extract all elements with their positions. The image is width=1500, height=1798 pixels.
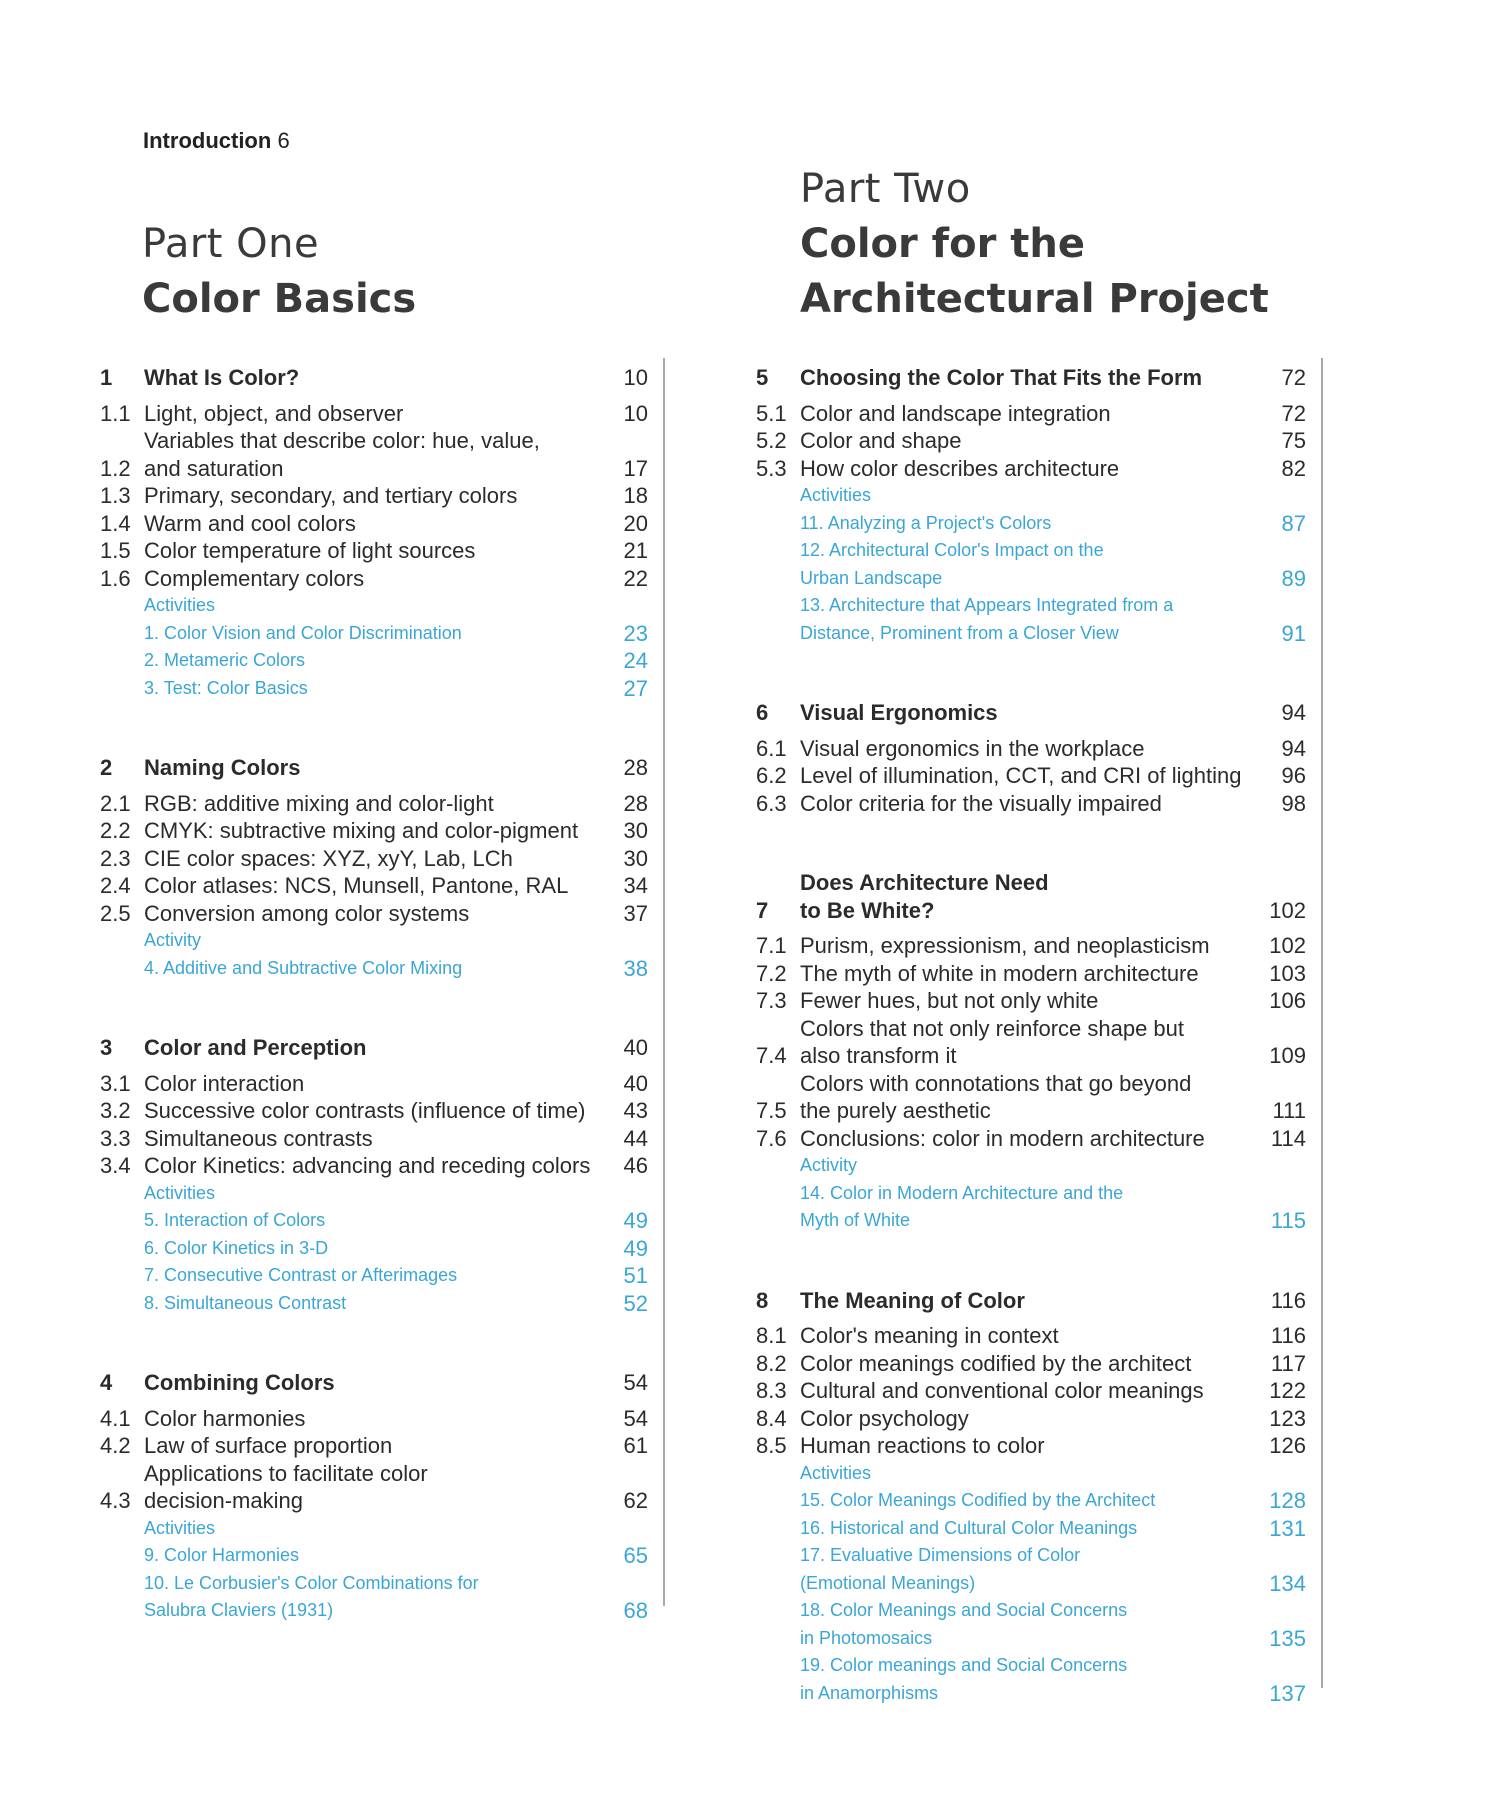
activity-entry[interactable] bbox=[100, 675, 648, 703]
activity-entry[interactable] bbox=[100, 1570, 648, 1625]
activity-page: 128 bbox=[1269, 1488, 1306, 1513]
activities-list bbox=[100, 1515, 648, 1625]
activity-entry[interactable] bbox=[756, 510, 1306, 538]
chapter-spacer bbox=[100, 1317, 648, 1369]
activity-page: 52 bbox=[623, 1290, 648, 1316]
chapter-page: 72 bbox=[1281, 365, 1306, 390]
section-entry[interactable] bbox=[100, 872, 648, 900]
section-title: Conclusions: color in modern architecture bbox=[800, 1125, 1205, 1151]
section-number: 6.1 bbox=[756, 735, 787, 761]
chapter-page: 102 bbox=[1269, 897, 1306, 923]
activity-title: 5. Interaction of Colors bbox=[144, 1210, 326, 1230]
section-page: 94 bbox=[1281, 735, 1306, 761]
section-title: Successive color contrasts (influence of time) bbox=[144, 1098, 586, 1123]
section-page: 37 bbox=[623, 900, 648, 926]
activity-entry[interactable] bbox=[100, 1542, 648, 1570]
activity-page: 27 bbox=[623, 675, 648, 701]
section-entry[interactable] bbox=[100, 565, 648, 593]
chapter-page: 54 bbox=[623, 1370, 648, 1395]
section-page: 30 bbox=[623, 818, 648, 843]
section-title: Level of illumination, CCT, and CRI of lighting bbox=[800, 763, 1242, 788]
chapter-number: 6 bbox=[756, 700, 769, 725]
section-title: Warm and cool colors bbox=[144, 510, 356, 536]
activity-page: 68 bbox=[623, 1598, 648, 1623]
section-page: 116 bbox=[1270, 1323, 1306, 1348]
activity-page: 23 bbox=[623, 620, 648, 646]
section-entry[interactable] bbox=[756, 735, 1306, 763]
section-title: Color atlases: NCS, Munsell, Pantone, RAL bbox=[144, 873, 569, 898]
section-number: 8.2 bbox=[756, 1350, 787, 1376]
chapter-block bbox=[756, 1287, 1306, 1708]
activity-entry[interactable] bbox=[100, 1207, 648, 1235]
chapter-title: What Is Color? bbox=[144, 365, 300, 390]
chapter-heading[interactable] bbox=[100, 1369, 648, 1397]
section-entry[interactable] bbox=[100, 845, 648, 873]
section-title: How color describes architecture bbox=[800, 455, 1120, 481]
activity-title: 16. Historical and Cultural Color Meanings bbox=[800, 1517, 1138, 1538]
section-page: 111 bbox=[1272, 1098, 1306, 1123]
section-number: 5.1 bbox=[756, 400, 787, 426]
chapter-spacer bbox=[100, 982, 648, 1034]
section-page: 82 bbox=[1281, 455, 1306, 481]
section-number: 1.6 bbox=[100, 565, 131, 591]
activity-page: 51 bbox=[623, 1263, 648, 1288]
section-title: Color criteria for the visually impaired bbox=[800, 790, 1162, 816]
section-page: 75 bbox=[1281, 428, 1306, 453]
section-page: 18 bbox=[623, 483, 648, 508]
section-number: 4.1 bbox=[100, 1405, 131, 1431]
section-entry[interactable] bbox=[756, 1070, 1306, 1125]
section-title: Variables that describe color: hue, value, and saturation bbox=[144, 428, 540, 481]
section-page: 43 bbox=[623, 1098, 648, 1123]
section-page: 102 bbox=[1269, 933, 1306, 958]
section-entry[interactable] bbox=[100, 1125, 648, 1153]
chapter-block bbox=[100, 364, 648, 702]
chapter-page: 116 bbox=[1270, 1287, 1306, 1313]
section-title: Color meanings codified by the architect bbox=[800, 1350, 1192, 1376]
activities-label: Activities bbox=[144, 1182, 216, 1203]
section-title: CMYK: subtractive mixing and color-pigment bbox=[144, 818, 579, 843]
activities-list bbox=[100, 1180, 648, 1318]
section-page: 109 bbox=[1269, 1043, 1306, 1068]
chapter-page: 10 bbox=[623, 365, 648, 390]
chapter-page: 40 bbox=[623, 1035, 648, 1060]
chapter-block bbox=[100, 1369, 648, 1625]
section-title: Color's meaning in context bbox=[800, 1323, 1059, 1348]
part-two-heading bbox=[800, 162, 1269, 327]
section-entry[interactable] bbox=[100, 1097, 648, 1125]
section-page: 117 bbox=[1270, 1350, 1306, 1376]
activity-title: 14. Color in Modern Architecture and the Myth of White bbox=[800, 1182, 1124, 1230]
section-entry[interactable] bbox=[756, 762, 1306, 790]
activity-entry[interactable] bbox=[756, 1542, 1306, 1597]
activity-page: 87 bbox=[1281, 510, 1306, 536]
section-entry[interactable] bbox=[100, 900, 648, 928]
section-page: 34 bbox=[623, 873, 648, 898]
section-page: 96 bbox=[1281, 763, 1306, 788]
section-page: 44 bbox=[623, 1125, 648, 1151]
section-page: 46 bbox=[623, 1153, 648, 1178]
section-page: 122 bbox=[1269, 1378, 1306, 1403]
section-title: Color harmonies bbox=[144, 1405, 306, 1431]
activities-label: Activities bbox=[144, 595, 216, 615]
activity-page: 49 bbox=[623, 1208, 648, 1233]
section-number: 8.5 bbox=[756, 1433, 787, 1458]
section-number: 2.2 bbox=[100, 818, 131, 843]
activity-entry[interactable] bbox=[100, 620, 648, 648]
section-entry[interactable] bbox=[100, 510, 648, 538]
section-entry[interactable] bbox=[756, 455, 1306, 483]
activities-label: Activities bbox=[144, 1517, 216, 1538]
activity-entry[interactable] bbox=[756, 1515, 1306, 1543]
section-entry[interactable] bbox=[100, 1070, 648, 1098]
section-entry[interactable] bbox=[756, 1377, 1306, 1405]
part-two-label: Part Two bbox=[800, 166, 971, 212]
activity-page: 91 bbox=[1281, 620, 1306, 646]
chapter-page: 94 bbox=[1281, 700, 1306, 725]
section-number: 2.4 bbox=[100, 873, 131, 898]
section-number: 7.3 bbox=[756, 988, 787, 1013]
introduction-entry[interactable] bbox=[143, 128, 290, 154]
introduction-label: Introduction bbox=[143, 128, 272, 153]
section-entry[interactable] bbox=[756, 987, 1306, 1015]
section-page: 20 bbox=[623, 510, 648, 536]
activity-page: 131 bbox=[1269, 1515, 1306, 1541]
part-two-title-line2: Architectural Project bbox=[800, 276, 1269, 322]
section-title: Colors that not only reinforce shape but also transform it bbox=[800, 1015, 1185, 1068]
activity-title: 7. Consecutive Contrast or Afterimages bbox=[144, 1265, 458, 1285]
section-entry[interactable] bbox=[100, 1460, 648, 1515]
part-one-heading bbox=[142, 217, 416, 327]
activity-title: 17. Evaluative Dimensions of Color (Emotional Meanings) bbox=[800, 1545, 1081, 1593]
section-title: Complementary colors bbox=[144, 565, 365, 591]
section-page: 126 bbox=[1269, 1433, 1306, 1458]
section-page: 10 bbox=[623, 400, 648, 426]
chapter-spacer bbox=[756, 647, 1306, 699]
section-number: 5.3 bbox=[756, 455, 787, 481]
activity-page: 115 bbox=[1270, 1208, 1306, 1233]
section-number: 3.3 bbox=[100, 1125, 131, 1151]
section-entry[interactable] bbox=[100, 817, 648, 845]
chapter-block bbox=[756, 869, 1306, 1235]
toc-column-part-two bbox=[756, 364, 1306, 1707]
section-title: Human reactions to color bbox=[800, 1433, 1045, 1458]
activities-list bbox=[756, 1460, 1306, 1708]
section-entry[interactable] bbox=[756, 1322, 1306, 1350]
section-entry[interactable] bbox=[756, 400, 1306, 428]
section-entry[interactable] bbox=[756, 790, 1306, 818]
section-title: Visual ergonomics in the workplace bbox=[800, 735, 1145, 761]
chapter-number: 4 bbox=[100, 1370, 113, 1395]
section-title: Cultural and conventional color meanings bbox=[800, 1378, 1204, 1403]
section-number: 8.4 bbox=[756, 1405, 787, 1431]
chapter-heading[interactable] bbox=[756, 364, 1306, 392]
chapter-title: Color and Perception bbox=[144, 1035, 367, 1060]
chapter-title: The Meaning of Color bbox=[800, 1287, 1025, 1313]
section-number: 7.1 bbox=[756, 933, 787, 958]
chapter-number: 5 bbox=[756, 365, 769, 390]
section-title: Conversion among color systems bbox=[144, 900, 470, 926]
section-page: 54 bbox=[623, 1405, 648, 1431]
chapter-heading[interactable] bbox=[100, 1034, 648, 1062]
activities-list bbox=[756, 482, 1306, 647]
chapter-block bbox=[100, 754, 648, 982]
activity-title: 8. Simultaneous Contrast bbox=[144, 1292, 347, 1313]
activity-page: 135 bbox=[1269, 1625, 1306, 1651]
section-entry[interactable] bbox=[100, 400, 648, 428]
section-entry[interactable] bbox=[756, 932, 1306, 960]
chapter-heading[interactable] bbox=[100, 754, 648, 782]
section-title: Law of surface proportion bbox=[144, 1433, 393, 1458]
activity-page: 137 bbox=[1269, 1680, 1306, 1706]
part-one-label: Part One bbox=[142, 221, 320, 267]
chapter-title: Visual Ergonomics bbox=[800, 700, 998, 725]
activity-entry[interactable] bbox=[100, 647, 648, 675]
activity-title: 6. Color Kinetics in 3-D bbox=[144, 1237, 329, 1258]
section-number: 3.1 bbox=[100, 1070, 131, 1096]
section-number: 7.5 bbox=[756, 1098, 787, 1123]
section-page: 22 bbox=[623, 565, 648, 591]
activity-entry[interactable] bbox=[756, 1597, 1306, 1652]
chapter-heading[interactable] bbox=[756, 699, 1306, 727]
activities-list bbox=[100, 592, 648, 702]
section-entry[interactable] bbox=[100, 790, 648, 818]
part-two-title-line1: Color for the bbox=[800, 221, 1085, 267]
section-page: 62 bbox=[623, 1488, 648, 1513]
section-page: 72 bbox=[1281, 400, 1306, 426]
activity-entry[interactable] bbox=[100, 1235, 648, 1263]
chapter-spacer bbox=[756, 817, 1306, 869]
activity-entry[interactable] bbox=[100, 1262, 648, 1290]
section-number: 7.2 bbox=[756, 960, 787, 986]
introduction-page: 6 bbox=[277, 128, 290, 153]
section-entry[interactable] bbox=[756, 1405, 1306, 1433]
section-number: 3.2 bbox=[100, 1098, 131, 1123]
activity-title: 11. Analyzing a Project's Colors bbox=[800, 512, 1052, 533]
chapter-title: Combining Colors bbox=[144, 1370, 335, 1395]
activity-entry[interactable] bbox=[100, 955, 648, 983]
chapter-title: Naming Colors bbox=[144, 755, 301, 780]
section-title: RGB: additive mixing and color-light bbox=[144, 790, 494, 816]
section-title: Color and shape bbox=[800, 428, 962, 453]
section-title: Fewer hues, but not only white bbox=[800, 988, 1099, 1013]
activities-label: Activity bbox=[800, 1155, 858, 1175]
section-number: 3.4 bbox=[100, 1153, 131, 1178]
activity-title: 10. Le Corbusier's Color Combinations for Salubra Claviers (1931) bbox=[144, 1572, 479, 1620]
section-number: 4.2 bbox=[100, 1433, 131, 1458]
activity-title: 4. Additive and Subtractive Color Mixing bbox=[144, 957, 463, 978]
activity-title: 12. Architectural Color's Impact on the Urban Landscape bbox=[800, 540, 1104, 588]
section-entry[interactable] bbox=[756, 1350, 1306, 1378]
activity-page: 24 bbox=[623, 648, 648, 673]
activity-entry[interactable] bbox=[756, 1180, 1306, 1235]
column-divider-right bbox=[1321, 358, 1323, 1688]
chapter-block bbox=[756, 699, 1306, 817]
section-title: Applications to facilitate color decision-making bbox=[144, 1460, 428, 1513]
section-entry[interactable] bbox=[100, 482, 648, 510]
section-number: 1.1 bbox=[100, 400, 131, 426]
section-title: Colors with connotations that go beyond the purely aesthetic bbox=[800, 1070, 1192, 1123]
section-title: The myth of white in modern architecture bbox=[800, 960, 1199, 986]
section-number: 2.5 bbox=[100, 900, 131, 926]
section-page: 114 bbox=[1270, 1125, 1306, 1151]
activity-title: 18. Color Meanings and Social Concerns in Photomosaics bbox=[800, 1600, 1128, 1648]
section-number: 2.3 bbox=[100, 845, 131, 871]
activity-entry[interactable] bbox=[756, 1487, 1306, 1515]
chapter-block bbox=[756, 364, 1306, 647]
chapter-page: 28 bbox=[623, 755, 648, 780]
toc-column-part-one bbox=[100, 364, 648, 1625]
part-one-title: Color Basics bbox=[142, 276, 417, 322]
activity-title: 9. Color Harmonies bbox=[144, 1545, 300, 1565]
section-number: 6.3 bbox=[756, 790, 787, 816]
activity-title: 19. Color meanings and Social Concerns in Anamorphisms bbox=[800, 1655, 1128, 1703]
section-entry[interactable] bbox=[756, 960, 1306, 988]
activity-page: 49 bbox=[623, 1235, 648, 1261]
section-page: 17 bbox=[623, 455, 648, 481]
section-title: Purism, expressionism, and neoplasticism bbox=[800, 933, 1210, 958]
chapter-title: Does Architecture Need to Be White? bbox=[800, 870, 1049, 923]
section-page: 21 bbox=[623, 538, 648, 563]
activity-entry[interactable] bbox=[756, 1652, 1306, 1707]
section-page: 30 bbox=[623, 845, 648, 871]
section-number: 1.5 bbox=[100, 538, 131, 563]
section-title: Color Kinetics: advancing and receding colors bbox=[144, 1153, 591, 1178]
activity-entry[interactable] bbox=[756, 592, 1306, 647]
activities-label: Activities bbox=[800, 1462, 872, 1483]
section-number: 7.4 bbox=[756, 1043, 787, 1068]
chapter-title: Choosing the Color That Fits the Form bbox=[800, 365, 1203, 390]
chapter-number: 3 bbox=[100, 1035, 113, 1060]
activities-label: Activities bbox=[800, 485, 872, 505]
activity-title: 15. Color Meanings Codified by the Architect bbox=[800, 1490, 1156, 1510]
activity-title: 13. Architecture that Appears Integrated from a Distance, Prominent from a Closer View bbox=[800, 595, 1174, 643]
section-number: 7.6 bbox=[756, 1125, 787, 1151]
chapter-number: 8 bbox=[756, 1287, 769, 1313]
activity-entry[interactable] bbox=[756, 537, 1306, 592]
section-number: 4.3 bbox=[100, 1488, 131, 1513]
chapter-spacer bbox=[756, 1235, 1306, 1287]
section-number: 2.1 bbox=[100, 790, 131, 816]
section-page: 103 bbox=[1269, 960, 1306, 986]
column-divider-left bbox=[663, 358, 665, 1606]
activities-list bbox=[756, 1152, 1306, 1235]
section-entry[interactable] bbox=[756, 1015, 1306, 1070]
chapter-spacer bbox=[100, 702, 648, 754]
chapter-number: 7 bbox=[756, 897, 769, 923]
activity-page: 134 bbox=[1269, 1570, 1306, 1596]
section-entry[interactable] bbox=[100, 1152, 648, 1180]
chapter-heading[interactable] bbox=[100, 364, 648, 392]
chapter-heading[interactable] bbox=[756, 869, 1306, 924]
section-number: 1.3 bbox=[100, 483, 131, 508]
activity-title: 2. Metameric Colors bbox=[144, 650, 306, 670]
section-number: 1.2 bbox=[100, 455, 131, 481]
section-page: 123 bbox=[1269, 1405, 1306, 1431]
section-entry[interactable] bbox=[756, 1125, 1306, 1153]
section-entry[interactable] bbox=[756, 427, 1306, 455]
activity-title: 1. Color Vision and Color Discrimination bbox=[144, 622, 462, 643]
section-number: 8.1 bbox=[756, 1323, 787, 1348]
section-number: 5.2 bbox=[756, 428, 787, 453]
section-entry[interactable] bbox=[100, 1432, 648, 1460]
section-page: 61 bbox=[623, 1433, 648, 1458]
section-title: CIE color spaces: XYZ, xyY, Lab, LCh bbox=[144, 845, 513, 871]
section-title: Color and landscape integration bbox=[800, 400, 1111, 426]
section-title: Color psychology bbox=[800, 1405, 969, 1431]
chapter-heading[interactable] bbox=[756, 1287, 1306, 1315]
section-title: Light, object, and observer bbox=[144, 400, 404, 426]
section-entry[interactable] bbox=[756, 1432, 1306, 1460]
activity-page: 89 bbox=[1281, 565, 1306, 591]
activity-entry[interactable] bbox=[100, 1290, 648, 1318]
activities-label: Activity bbox=[144, 930, 202, 950]
section-number: 8.3 bbox=[756, 1378, 787, 1403]
section-entry[interactable] bbox=[100, 427, 648, 482]
section-title: Primary, secondary, and tertiary colors bbox=[144, 483, 518, 508]
chapter-number: 2 bbox=[100, 755, 113, 780]
section-entry[interactable] bbox=[100, 1405, 648, 1433]
section-page: 106 bbox=[1269, 988, 1306, 1013]
activity-page: 65 bbox=[623, 1543, 648, 1568]
activity-title: 3. Test: Color Basics bbox=[144, 677, 308, 698]
section-title: Simultaneous contrasts bbox=[144, 1125, 373, 1151]
section-page: 40 bbox=[623, 1070, 648, 1096]
section-title: Color interaction bbox=[144, 1070, 305, 1096]
section-entry[interactable] bbox=[100, 537, 648, 565]
section-page: 28 bbox=[623, 790, 648, 816]
chapter-block bbox=[100, 1034, 648, 1317]
section-number: 1.4 bbox=[100, 510, 131, 536]
activity-page: 38 bbox=[623, 955, 648, 981]
section-number: 6.2 bbox=[756, 763, 787, 788]
section-title: Color temperature of light sources bbox=[144, 538, 476, 563]
activities-list bbox=[100, 927, 648, 982]
chapter-number: 1 bbox=[100, 365, 113, 390]
section-page: 98 bbox=[1281, 790, 1306, 816]
